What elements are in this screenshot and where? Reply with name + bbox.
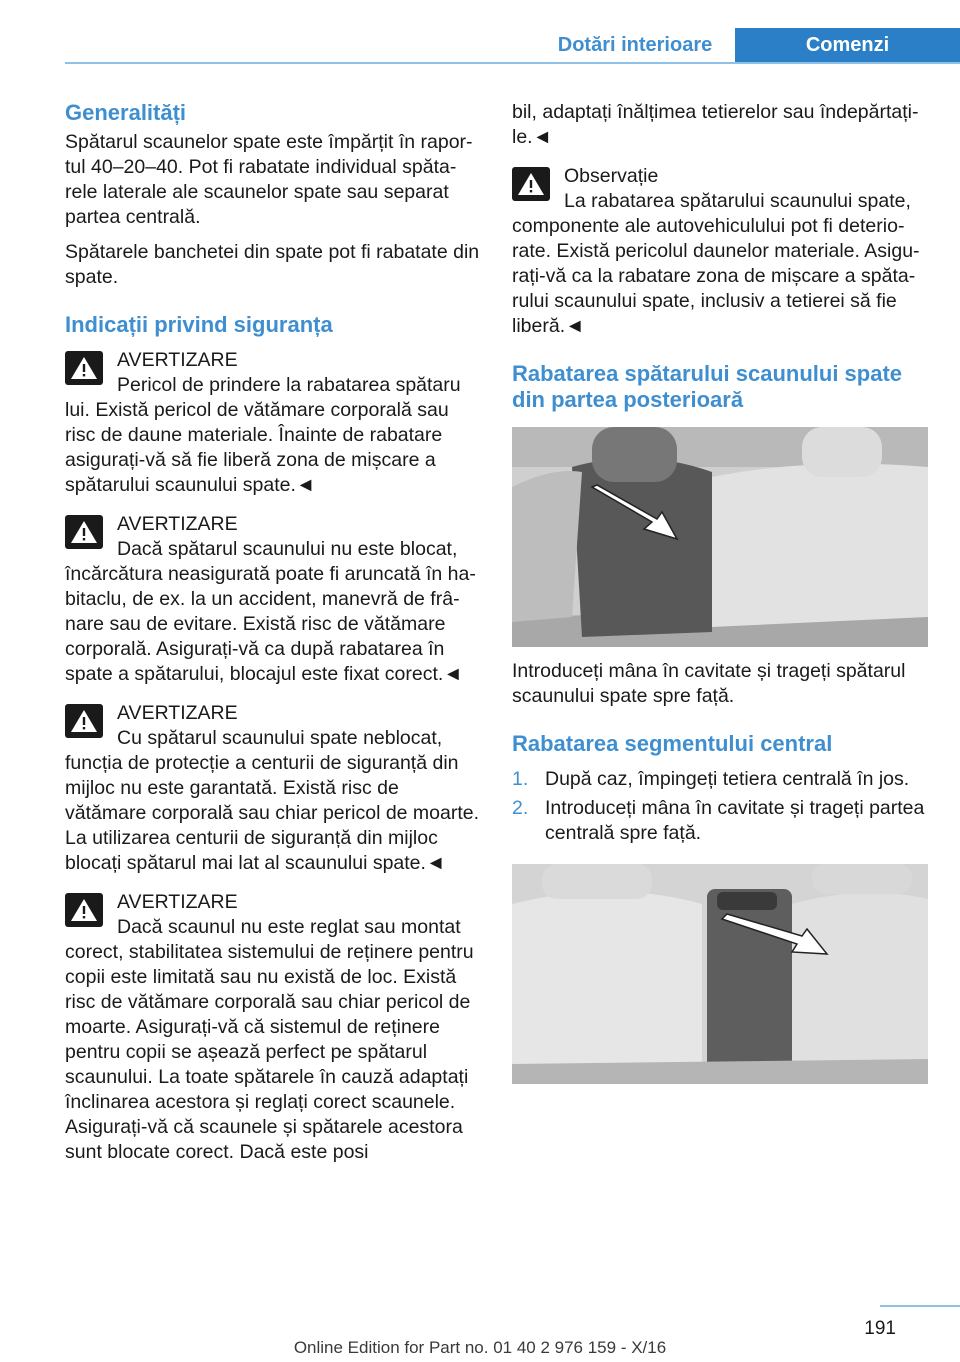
warning-text: corect, stabilitatea sistemului de reținere pentru copii este limitată sau nu există de loc. Există risc de vătămare corporală sau chiar pericol de moarte. Asigurați-vă că sistemul de reținere pentru copii se așează perfect pe spătarul scaunului. La toate spătarele în cauză adaptați înclinarea acestora și reglați corect scaunele. Asigurați-vă că scaunele și spătarele acestora sunt blocate corect. Dacă este posi — [65, 941, 474, 1163]
general-heading: Generalități — [65, 100, 187, 125]
notice-first-line: La rabatarea spătarului scaunului spate, — [564, 190, 911, 212]
rear-seat-fold-photo — [512, 427, 928, 647]
general-paragraph-2: Spătarele banchetei din spate pot fi rabatate din spate. — [65, 241, 480, 288]
page-number: 191 — [864, 1318, 896, 1339]
warning-text: funcția de protecție a centurii de siguranță din mijloc nu este garantată. Există risc de vătămare corporală sau chiar pericol de moarte. La utilizarea centurii de siguranță din mijloc blocați spătarul mai lat al scaunului spate.◄ — [65, 752, 480, 874]
step-number: 2. — [512, 797, 529, 819]
warning-triangle-icon — [65, 704, 103, 738]
steps-list — [512, 767, 928, 846]
page-number-rule — [880, 1305, 960, 1307]
chapter-tab[interactable]: Comenzi — [735, 28, 960, 62]
center-segment-photo — [512, 864, 928, 1084]
warning-triangle-icon — [65, 515, 103, 549]
notice-title: Observație — [564, 165, 659, 187]
warning-triangle-icon — [65, 893, 103, 927]
warning-triangle-icon — [65, 351, 103, 385]
warning-first-line: Pericol de prindere la rabatarea spătaru — [117, 374, 461, 396]
safety-heading: Indicații privind siguranța — [65, 312, 333, 337]
warning-notice-2 — [65, 512, 481, 687]
warning-text: încărcătura neasigurată poate fi aruncată în habitaclu, de ex. la un accident, manevră de frânare sau de evitare. Există risc de vătămare corporală. Asigurați-vă ca după rabatarea în spate a spătarului, blocajul este fixat corect.◄ — [65, 563, 476, 685]
warning-title: AVERTIZARE — [117, 513, 238, 535]
observation-notice — [512, 164, 928, 339]
edition-footer: Online Edition for Part no. 01 40 2 976 159 - X/16 — [293, 1338, 667, 1357]
warning-title: AVERTIZARE — [117, 891, 238, 913]
warning-text: lui. Există pericol de vătămare corporală sau risc de daune materiale. Înainte de rabatare asigurați-vă să fie liberă zona de mișcare a spătarului scaunului spate.◄ — [65, 399, 449, 496]
general-paragraph-1: Spătarul scaunelor spate este împărțit în raportul 40–20–40. Pot fi rabatate individual spătarele laterale ale scaunelor spate sau separat partea centrală. — [65, 131, 473, 228]
list-item — [512, 767, 928, 792]
warning-notice-4 — [65, 890, 481, 1165]
center-heading: Rabatarea segmentului central — [512, 731, 833, 756]
warning-notice-1 — [65, 348, 481, 498]
warning-notice-3 — [65, 701, 481, 876]
step-text: După caz, împingeți tetiera centrală în jos. — [545, 768, 910, 790]
notice-text: componente ale autovehiculului pot fi deteriorate. Există pericolul daunelor materiale. Asigurați-vă ca la rabatare zona de mișcare a spătarului scaunului spate, inclusiv a tetierei să fie liberă.◄ — [512, 215, 920, 337]
warning-title: AVERTIZARE — [117, 702, 238, 724]
list-item — [512, 796, 928, 846]
left-column — [65, 100, 481, 1179]
header-tabs — [535, 28, 960, 62]
warning-first-line: Dacă scaunul nu este reglat sau montat — [117, 916, 461, 938]
header-divider — [65, 62, 960, 64]
step-number: 1. — [512, 768, 529, 790]
warning-first-line: Dacă spătarul scaunului nu este blocat, — [117, 538, 458, 560]
rear-fold-text: Introduceți mâna în cavitate și trageți spătarul scaunului spate spre față. — [512, 660, 906, 707]
step-text: Introduceți mâna în cavitate și trageți partea centrală spre față. — [545, 797, 925, 844]
continued-text: bil, adaptați înălțimea tetierelor sau îndepărtați-le.◄ — [512, 101, 919, 148]
warning-triangle-icon — [512, 167, 550, 201]
section-tab[interactable]: Dotări interioare — [557, 33, 713, 56]
right-column — [512, 100, 928, 1096]
rear-fold-heading: Rabatarea spătarului scaunului spate din partea posterioară — [512, 361, 903, 412]
warning-title: AVERTIZARE — [117, 349, 238, 371]
warning-first-line: Cu spătarul scaunului spate neblocat, — [117, 727, 443, 749]
